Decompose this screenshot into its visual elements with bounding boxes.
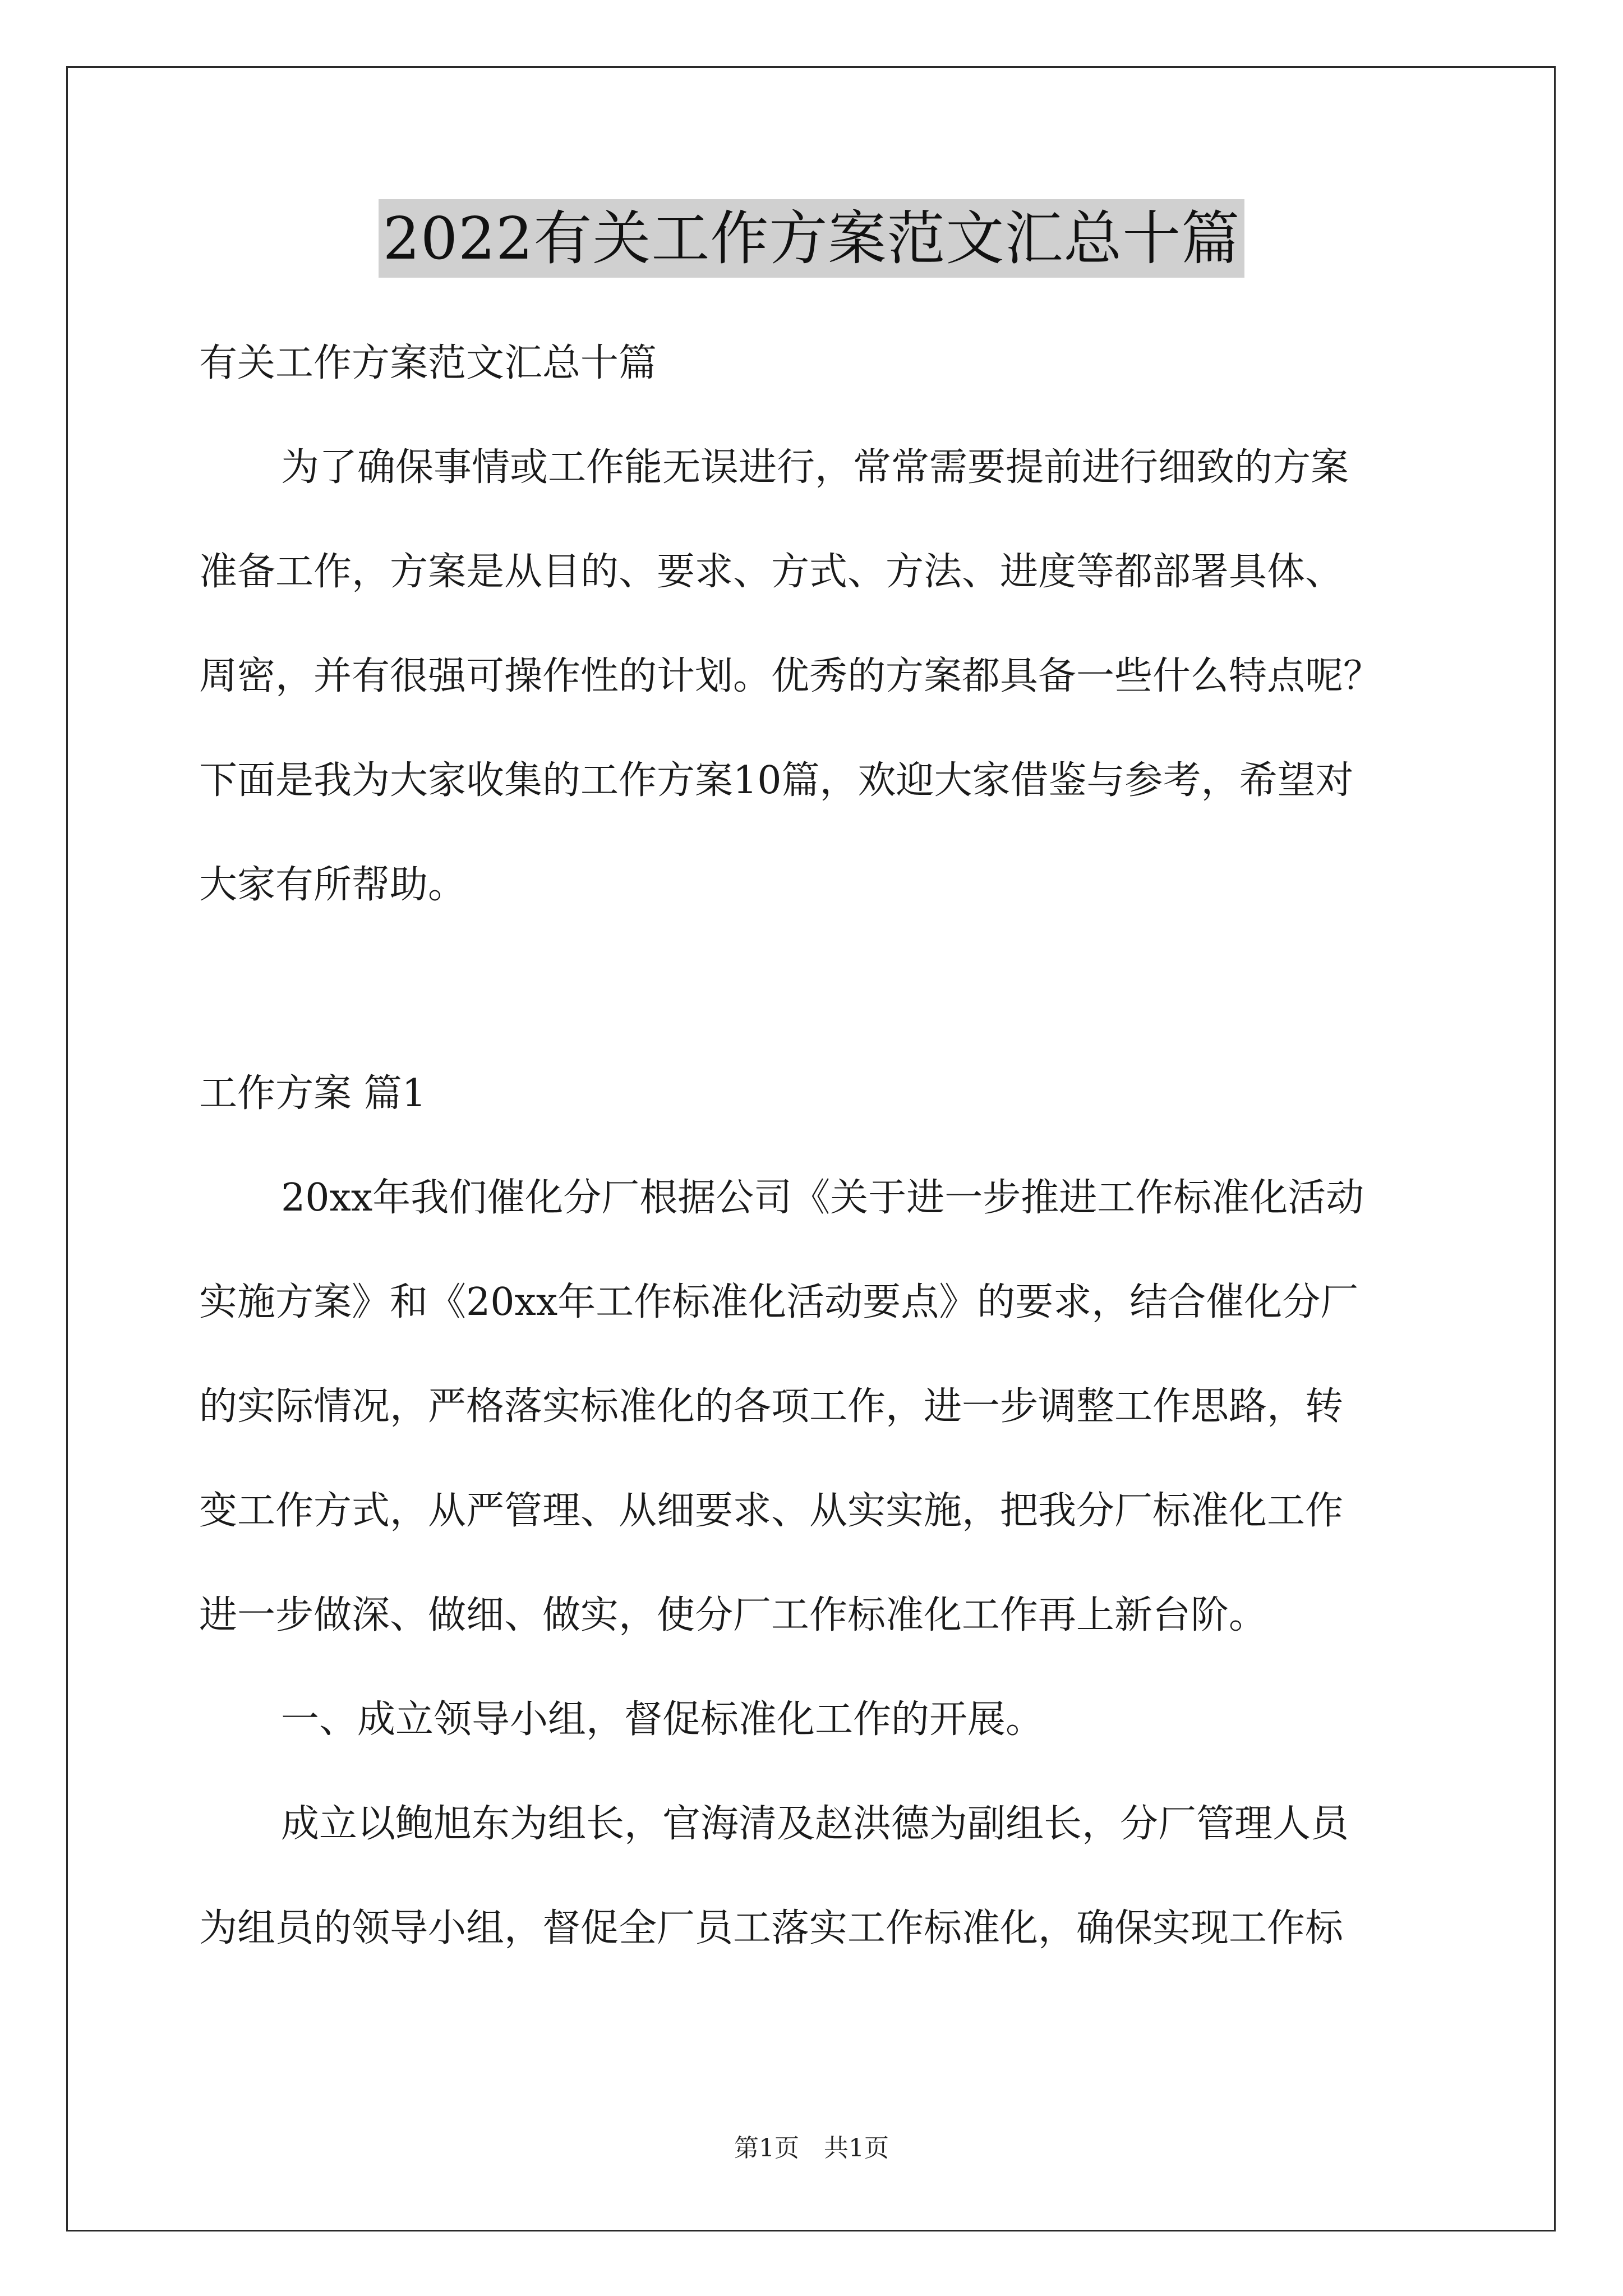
paragraph-gap (199, 937, 1436, 1042)
title-container (0, 199, 1623, 278)
intro-line: 为了确保事情或工作能无误进行，常常需要提前进行细致的方案 (281, 445, 1349, 490)
intro-line: 准备工作，方案是从目的、要求、方式、方法、进度等都部署具体、 (199, 550, 1344, 594)
page-footer: 第1页 共1页 (734, 2134, 889, 2162)
intro-line: 周密，并有很强可操作性的计划。优秀的方案都具备一些什么特点呢？ (199, 654, 1382, 698)
paragraph-line: 实施方案》和《20xx年工作标准化活动要点》的要求，结合催化分厂 (199, 1280, 1359, 1324)
paragraph-line: 进一步做深、做细、做实，使分厂工作标准化工作再上新台阶。 (199, 1593, 1267, 1637)
paragraph-line: 成立以鲍旭东为组长，官海清及赵洪德为副组长，分厂管理人员 (281, 1802, 1349, 1846)
document-body (199, 311, 1436, 1981)
paragraph-line: 的实际情况，严格落实标准化的各项工作，进一步调整工作思路，转 (199, 1384, 1344, 1429)
paragraph-line: 为组员的领导小组，督促全厂员工落实工作标准化，确保实现工作标 (199, 1906, 1344, 1950)
document-title: 2022有关工作方案范文汇总十篇 (379, 199, 1245, 278)
intro-line: 下面是我为大家收集的工作方案10篇，欢迎大家借鉴与参考，希望对 (199, 758, 1354, 803)
paragraph-line: 变工作方式，从严管理、从细要求、从实实施，把我分厂标准化工作 (199, 1489, 1344, 1533)
document-subtitle: 有关工作方案范文汇总十篇 (199, 341, 657, 385)
list-item-heading: 一、成立领导小组，督促标准化工作的开展。 (281, 1697, 1044, 1742)
paragraph-line: 20xx年我们催化分厂根据公司《关于进一步推进工作标准化活动 (281, 1176, 1364, 1220)
section-heading: 工作方案 篇1 (199, 1071, 426, 1116)
intro-line: 大家有所帮助。 (199, 863, 467, 907)
